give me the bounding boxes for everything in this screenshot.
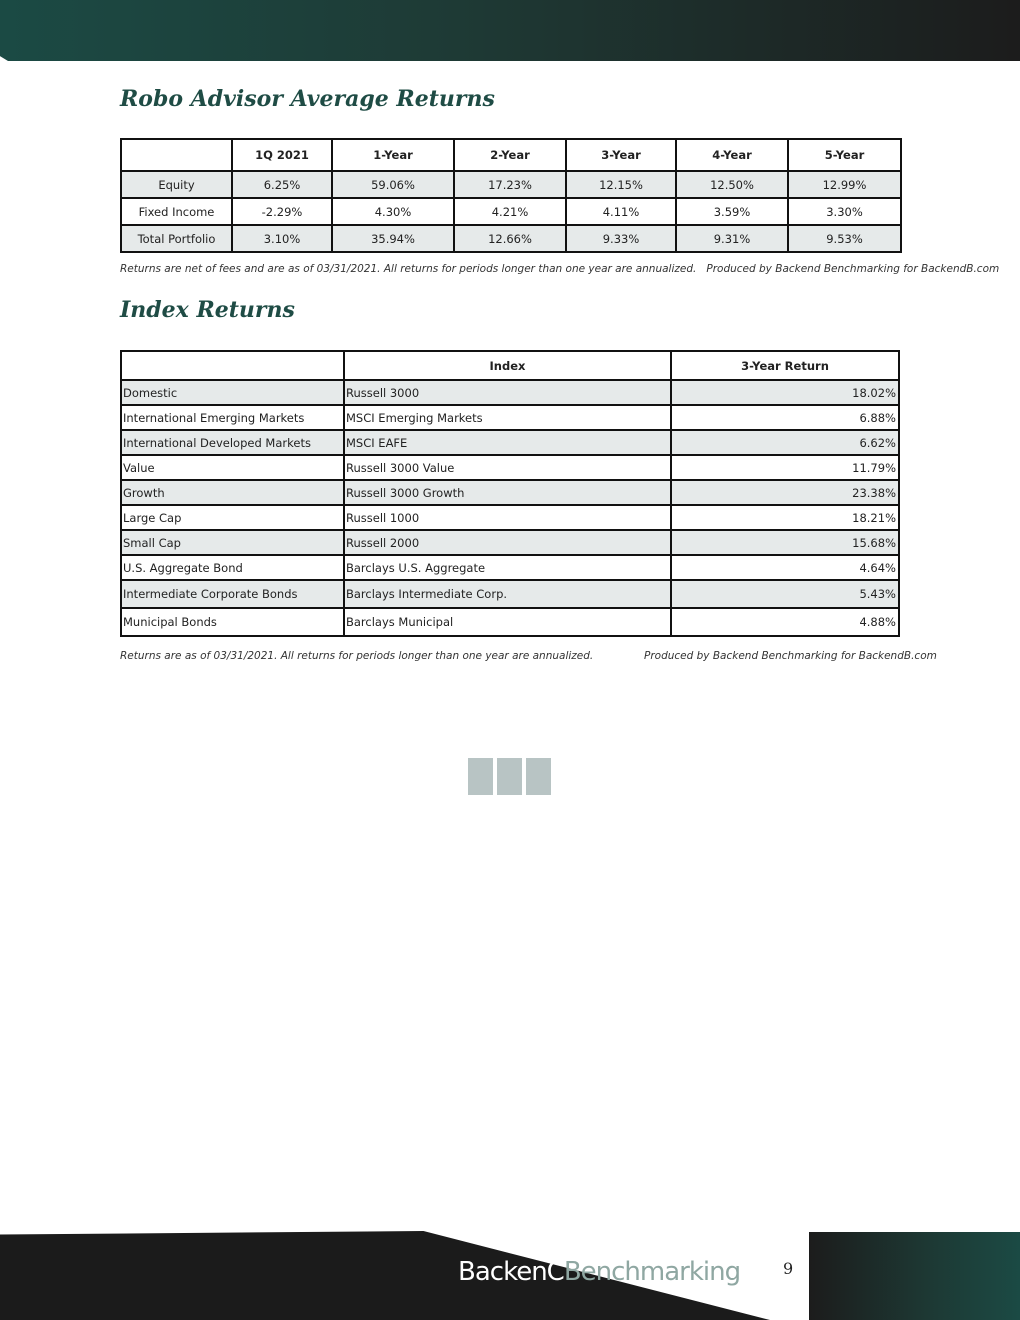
table-row (121, 430, 899, 455)
column-header: 1Q 2021 (232, 139, 332, 171)
backend-benchmarking-logo (458, 1257, 740, 1287)
category-cell: International Developed Markets (121, 430, 344, 455)
column-header (121, 139, 232, 171)
table-cell: 9.33% (566, 225, 676, 252)
table-cell: 3.30% (788, 198, 901, 225)
table-row (121, 198, 901, 225)
logo-part-1: BackenC (458, 1257, 564, 1287)
table-row (121, 455, 899, 480)
index-cell: MSCI EAFE (344, 430, 671, 455)
category-cell: Value (121, 455, 344, 480)
row-label: Equity (121, 171, 232, 198)
index-cell: Russell 3000 Growth (344, 480, 671, 505)
page-number: 9 (783, 1259, 794, 1278)
table-row (121, 530, 899, 555)
table-row (121, 555, 899, 580)
robo-note-text: Returns are net of fees and are as of 03/31/2021. All returns for periods longer than one year are annualized. (120, 263, 697, 275)
index-cell: Barclays Municipal (344, 608, 671, 636)
table-cell: 12.66% (454, 225, 566, 252)
return-cell: 4.64% (671, 555, 899, 580)
table-row (121, 225, 901, 252)
index-cell: Barclays U.S. Aggregate (344, 555, 671, 580)
image-placeholder-block (526, 758, 551, 795)
column-header: 2-Year (454, 139, 566, 171)
return-cell: 6.62% (671, 430, 899, 455)
robo-footnote (120, 263, 999, 275)
robo-credit-text: Produced by Backend Benchmarking for BackendB.com (706, 263, 1000, 275)
column-header: 5-Year (788, 139, 901, 171)
column-header: 3-Year (566, 139, 676, 171)
table-row (121, 405, 899, 430)
category-cell: Small Cap (121, 530, 344, 555)
footer-right-banner (809, 1232, 1020, 1320)
table-cell: 4.11% (566, 198, 676, 225)
index-cell: Barclays Intermediate Corp. (344, 580, 671, 608)
index-cell: Russell 2000 (344, 530, 671, 555)
index-returns-table (120, 350, 900, 637)
robo-section-title: Robo Advisor Average Returns (120, 86, 495, 112)
table-cell: 3.10% (232, 225, 332, 252)
index-cell: Russell 1000 (344, 505, 671, 530)
index-section-title: Index Returns (120, 297, 295, 323)
table-row (121, 380, 899, 405)
table-cell: -2.29% (232, 198, 332, 225)
index-cell: Russell 3000 (344, 380, 671, 405)
return-cell: 4.88% (671, 608, 899, 636)
index-cell: Russell 3000 Value (344, 455, 671, 480)
row-label: Total Portfolio (121, 225, 232, 252)
table-row (121, 171, 901, 198)
table-row (121, 580, 899, 608)
table-cell: 17.23% (454, 171, 566, 198)
category-cell: Intermediate Corporate Bonds (121, 580, 344, 608)
table-cell: 12.15% (566, 171, 676, 198)
return-cell: 6.88% (671, 405, 899, 430)
top-banner (0, 0, 1020, 61)
column-header (121, 351, 344, 380)
category-cell: International Emerging Markets (121, 405, 344, 430)
category-cell: Growth (121, 480, 344, 505)
column-header: 3-Year Return (671, 351, 899, 380)
column-header: 4-Year (676, 139, 788, 171)
table-cell: 12.50% (676, 171, 788, 198)
category-cell: Municipal Bonds (121, 608, 344, 636)
table-header-row (121, 351, 899, 380)
table-cell: 4.21% (454, 198, 566, 225)
index-cell: MSCI Emerging Markets (344, 405, 671, 430)
table-cell: 9.53% (788, 225, 901, 252)
table-cell: 6.25% (232, 171, 332, 198)
table-cell: 4.30% (332, 198, 454, 225)
table-cell: 35.94% (332, 225, 454, 252)
category-cell: Domestic (121, 380, 344, 405)
row-label: Fixed Income (121, 198, 232, 225)
column-header: 1-Year (332, 139, 454, 171)
category-cell: U.S. Aggregate Bond (121, 555, 344, 580)
category-cell: Large Cap (121, 505, 344, 530)
table-row (121, 608, 899, 636)
column-header: Index (344, 351, 671, 380)
return-cell: 23.38% (671, 480, 899, 505)
logo-part-2: Benchmarking (563, 1257, 741, 1287)
return-cell: 18.02% (671, 380, 899, 405)
table-cell: 3.59% (676, 198, 788, 225)
table-cell: 12.99% (788, 171, 901, 198)
table-cell: 59.06% (332, 171, 454, 198)
return-cell: 18.21% (671, 505, 899, 530)
table-cell: 9.31% (676, 225, 788, 252)
table-header-row (121, 139, 901, 171)
index-credit: Produced by Backend Benchmarking for BackendB.com (644, 650, 937, 662)
image-placeholder-block (468, 758, 493, 795)
robo-returns-table (120, 138, 902, 253)
return-cell: 11.79% (671, 455, 899, 480)
table-row (121, 505, 899, 530)
table-row (121, 480, 899, 505)
return-cell: 15.68% (671, 530, 899, 555)
image-placeholder-block (497, 758, 522, 795)
index-footnote: Returns are as of 03/31/2021. All returns for periods longer than one year are annualized. (120, 650, 594, 662)
return-cell: 5.43% (671, 580, 899, 608)
